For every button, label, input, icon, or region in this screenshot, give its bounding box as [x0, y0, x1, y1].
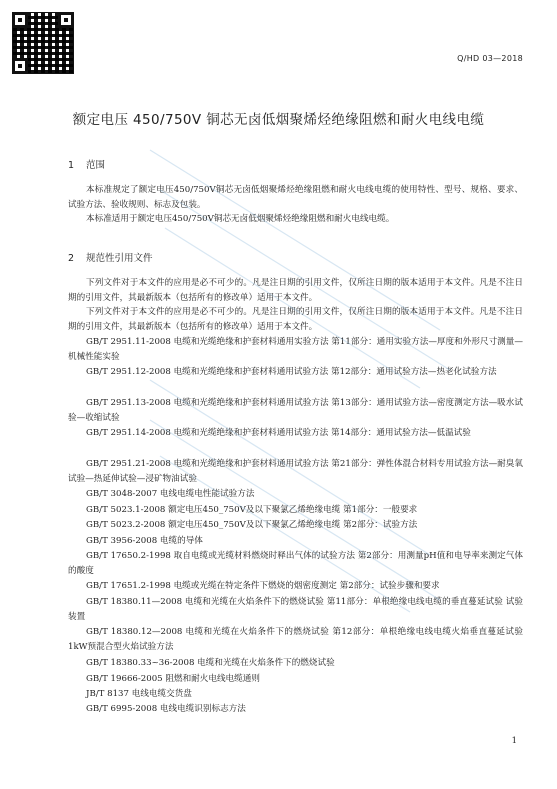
reference-item: GB/T 2951.12-2008 电缆和光缆绝缘和护套材料通用试验方法 第12部分：通用试验方法—热老化试验方法	[86, 367, 497, 377]
section-heading-references	[68, 250, 153, 264]
section-title: 范围	[86, 160, 106, 171]
section-number: 2	[68, 253, 75, 264]
page-number: 1	[511, 736, 517, 746]
reference-item: GB/T 18380.12—2008 电缆和光缆在火焰条件下的燃烧试验 第12部分：单根绝缘电线电缆火焰垂直蔓延试验 1kW预混合型火焰试验方法	[68, 627, 523, 652]
reference-item: GB/T 5023.2-2008 额定电压450_750V及以下聚氯乙烯绝缘电缆 第2部分：试验方法	[86, 520, 418, 530]
section-number: 1	[68, 160, 75, 171]
reference-item: GB/T 2951.11-2008 电缆和光缆绝缘和护套材料通用实验方法 第11部分：通用实验方法—厚度和外形尺寸测量—机械性能实验	[68, 337, 523, 362]
reference-item: GB/T 18380.11—2008 电缆和光缆在火焰条件下的燃烧试验 第11部分：单根绝缘电线电缆的垂直蔓延试验 试验装置	[68, 597, 523, 622]
section-title: 规范性引用文件	[86, 253, 153, 264]
paragraph: 本标准规定了额定电压450/750V铜芯无卤低烟聚烯烃绝缘阻燃和耐火电线电缆的使用特性、型号、规格、要求、试验方法、验收规则、标志及包装。	[68, 185, 523, 210]
reference-item: GB/T 18380.33~36-2008 电缆和光缆在火焰条件下的燃烧试验	[86, 658, 335, 668]
paragraph: 下列文件对于本文件的应用是必不可少的。凡是注日期的引用文件，仅所注日期的版本适用于本文件。凡是不注日期的引用文件，其最新版本（包括所有的修改单）适用于本文件。	[68, 307, 523, 332]
paragraph: 本标准适用于额定电压450/750V铜芯无卤低烟聚烯烃绝缘阻燃和耐火电线电缆。	[86, 214, 395, 224]
reference-item: GB/T 3048-2007 电线电缆电性能试验方法	[86, 489, 255, 499]
reference-item: GB/T 17651.2-1998 电缆或光缆在特定条件下燃烧的烟密度测定 第2部分：试验步骤和要求	[86, 581, 440, 591]
qr-code-icon	[12, 12, 74, 74]
reference-item: GB/T 17650.2-1998 取自电缆或光缆材料燃烧时释出气体的试验方法 第2部分：用测量pH值和电导率来测定气体的酸度	[68, 551, 523, 576]
reference-item: GB/T 5023.1-2008 额定电压450_750V及以下聚氯乙烯绝缘电缆 第1部分：一般要求	[86, 505, 418, 515]
standard-code: Q/HD 03—2018	[457, 54, 523, 63]
reference-item: GB/T 6995-2008 电线电缆识别标志方法	[86, 704, 246, 714]
reference-item: GB/T 19666-2005 阻燃和耐火电线电缆通则	[86, 674, 260, 684]
reference-item: GB/T 2951.14-2008 电缆和光缆绝缘和护套材料通用试验方法 第14部分：通用试验方法—低温试验	[86, 428, 471, 438]
qr-finder-icon	[12, 12, 28, 28]
paragraph: 下列文件对于本文件的应用是必不可少的。凡是注日期的引用文件，仅所注日期的版本适用于本文件。凡是不注日期的引用文件，其最新版本（包括所有的修改单）适用于本文件。	[68, 278, 523, 303]
reference-item: GB/T 3956-2008 电缆的导体	[86, 536, 203, 546]
reference-item: GB/T 2951.21-2008 电缆和光缆绝缘和护套材料通用试验方法 第21部分：弹性体混合材料专用试验方法—耐臭氧试验—热延伸试验—浸矿物油试验	[68, 459, 523, 484]
section-heading-scope	[68, 157, 105, 171]
reference-item: JB/T 8137 电线电缆交货盘	[86, 689, 192, 699]
qr-finder-icon	[58, 12, 74, 28]
qr-finder-icon	[12, 58, 28, 74]
reference-item: GB/T 2951.13-2008 电缆和光缆绝缘和护套材料通用试验方法 第13部分：通用试验方法—密度测定方法—吸水试验—收缩试验	[68, 398, 523, 423]
document-title: 额定电压 450/750V 铜芯无卤低烟聚烯烃绝缘阻燃和耐火电线电缆	[72, 112, 485, 128]
